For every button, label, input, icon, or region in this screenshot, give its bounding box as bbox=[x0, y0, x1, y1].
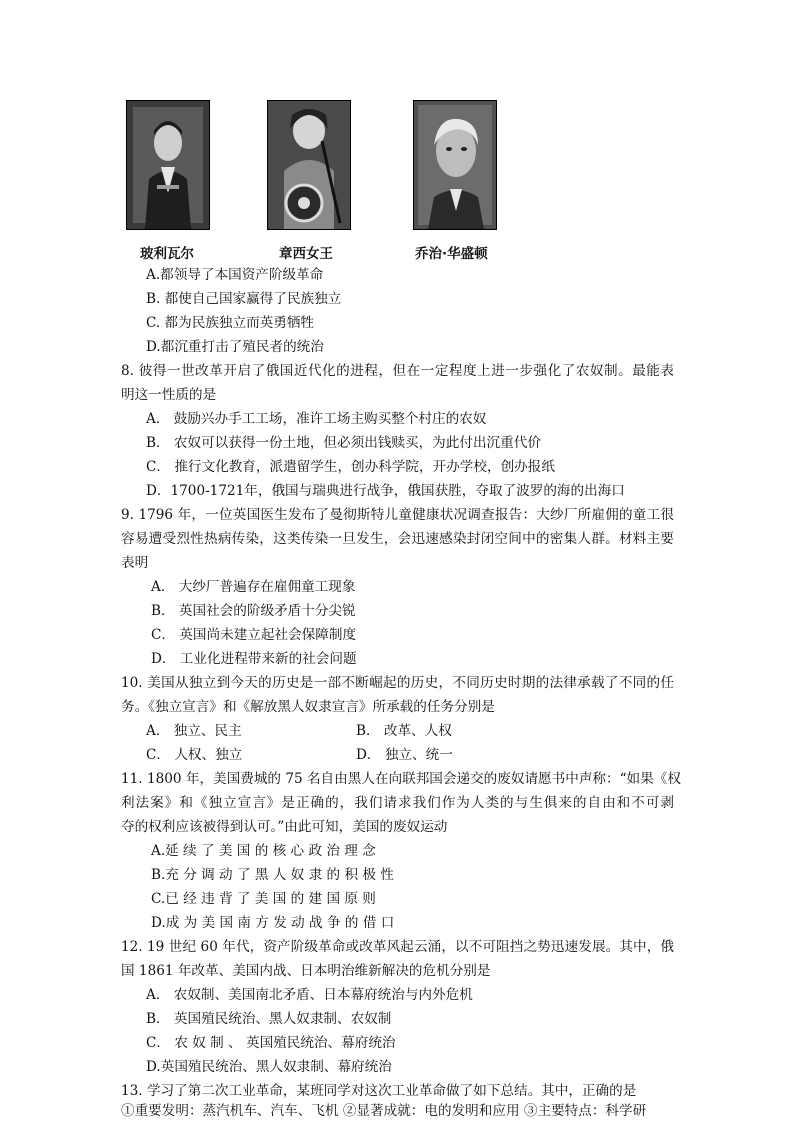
bolivar-portrait bbox=[126, 100, 210, 230]
caption-bolivar: 玻利瓦尔 bbox=[140, 246, 194, 262]
q12-option-d: D.英国殖民统治、黑人奴隶制、幕府统治 bbox=[146, 1059, 392, 1075]
q13-stem: 13. 学习了第二次工业革命，某班同学对这次工业革命做了如下总结。其中，正确的是 bbox=[121, 1083, 637, 1099]
bolivar-portrait-image bbox=[127, 101, 209, 229]
q9-option-b: B． 英国社会的阶级矛盾十分尖锐 bbox=[151, 603, 356, 619]
q10-option-d: D． 独立、统一 bbox=[356, 747, 453, 763]
q9-stem-line2: 容易遭受烈性热病传染，这类传染一旦发生，会迅速感染封闭空间中的密集人群。材料主要 bbox=[121, 531, 674, 547]
q7-option-b: B. 都使自己国家赢得了民族独立 bbox=[146, 291, 342, 307]
q10-option-c: C． 人权、独立 bbox=[146, 747, 243, 763]
q8-option-c: C． 推行文化教育，派遣留学生，创办科学院，开办学校，创办报纸 bbox=[146, 459, 555, 475]
q11-option-b: B.充 分 调 动 了 黑 人 奴 隶 的 积 极 性 bbox=[151, 867, 394, 883]
q10-option-b: B． 改革、人权 bbox=[356, 723, 452, 739]
q11-option-c: C.已 经 违 背 了 美 国 的 建 国 原 则 bbox=[151, 891, 376, 907]
washington-portrait bbox=[413, 100, 497, 230]
q12-option-c: C． 农 奴 制 、 英国殖民统治、幕府统治 bbox=[146, 1035, 396, 1051]
q7-option-d: D.都沉重打击了殖民者的统治 bbox=[146, 339, 324, 355]
q7-option-c: C. 都为民族独立而英勇牺牲 bbox=[146, 315, 315, 331]
q13-line2: ①重要发明：蒸汽机车、汽车、飞机 ②显著成就：电的发明和应用 ③主要特点：科学研 bbox=[121, 1103, 647, 1119]
q11-stem-line2: 利法案》和《独立宣言》是正确的，我们请求我们作为人类的与生俱来的自由和不可剥 bbox=[121, 795, 674, 811]
q8-option-a: A． 鼓励兴办手工工场，准许工场主购买整个村庄的农奴 bbox=[146, 411, 487, 427]
q9-option-d: D． 工业化进程带来新的社会问题 bbox=[151, 651, 357, 667]
q11-stem-line3: 夺的权利应该被得到认可。”由此可知，美国的废奴运动 bbox=[121, 819, 448, 835]
q11-stem-line1: 11. 1800 年，美国费城的 75 名自由黑人在向联邦国会递交的废奴请愿书中声称：“如果《权 bbox=[121, 771, 681, 787]
q11-option-a: A.延 续 了 美 国 的 核 心 政 治 理 念 bbox=[151, 843, 376, 859]
q8-stem-line1: 8. 彼得一世改革开启了俄国近代化的进程，但在一定程度上进一步强化了农奴制。最能表 bbox=[121, 363, 674, 379]
q8-stem-line2: 明这一性质的是 bbox=[121, 387, 217, 403]
caption-rani: 章西女王 bbox=[279, 246, 333, 262]
q10-option-a: A． 独立、民主 bbox=[146, 723, 242, 739]
q8-option-b: B． 农奴可以获得一份土地，但必须出钱赎买，为此付出沉重代价 bbox=[146, 435, 541, 451]
q10-stem-line1: 10. 美国从独立到今天的历史是一部不断崛起的历史，不同历史时期的法律承载了不同的任 bbox=[121, 675, 674, 691]
q9-stem-line3: 表明 bbox=[121, 555, 149, 571]
q12-stem-line2: 国 1861 年改革、美国内战、日本明治维新解决的危机分别是 bbox=[121, 963, 491, 979]
washington-portrait-image bbox=[414, 101, 496, 229]
q12-option-a: A． 农奴制、美国南北矛盾、日本幕府统治与内外危机 bbox=[146, 987, 473, 1003]
q10-stem-line2: 务。《独立宣言》和《解放黑人奴隶宣言》所承载的任务分别是 bbox=[121, 699, 495, 715]
rani-portrait-image bbox=[268, 101, 350, 229]
rani-portrait bbox=[267, 100, 351, 230]
q9-option-c: C． 英国尚未建立起社会保障制度 bbox=[151, 627, 357, 643]
q12-option-b: B． 英国殖民统治、黑人奴隶制、农奴制 bbox=[146, 1011, 392, 1027]
q11-option-d: D.成 为 美 国 南 方 发 动 战 争 的 借 口 bbox=[151, 915, 395, 931]
q12-stem-line1: 12. 19 世纪 60 年代，资产阶级革命或改革风起云涌，以不可阻挡之势迅速发展。其中，俄 bbox=[121, 939, 674, 955]
q7-option-a: A.都领导了本国资产阶级革命 bbox=[146, 267, 324, 283]
q8-option-d: D．1700-1721年，俄国与瑞典进行战争，俄国获胜，夺取了波罗的海的出海口 bbox=[146, 483, 625, 499]
q9-stem-line1: 9. 1796 年，一位英国医生发布了曼彻斯特儿童健康状况调查报告：大纱厂所雇佣的童工很 bbox=[121, 507, 674, 523]
q9-option-a: A． 大纱厂普遍存在雇佣童工现象 bbox=[151, 579, 356, 595]
caption-washington: 乔治·华盛顿 bbox=[415, 246, 488, 262]
